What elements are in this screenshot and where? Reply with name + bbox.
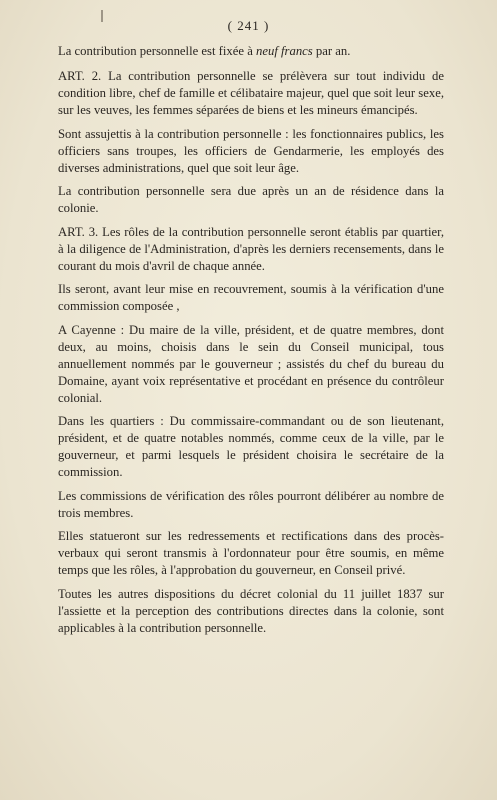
text-segment: Elles statueront sur les redressements et rectifications dans des procès-verbaux qui seront transmis à l'ordonnateur pour être soumis, en même temps que les rôles, à l'approbation du gouverneur, en Conseil privé. <box>58 529 444 577</box>
text-segment: A Cayenne : Du maire de la ville, président, et de quatre membres, dont deux, au moins, choisis dans le sein du Conseil municipal, tous annuellement nommés par le gouverneur ; assistés du chef du bureau du Domaine, ayant voix représentative et procédant en présence du contrôleur colonial. <box>58 322 444 405</box>
paragraph <box>58 322 444 407</box>
text-segment: Les commissions de vérification des rôles pourront délibérer au nombre de trois membres. <box>58 488 444 520</box>
paragraph <box>58 488 444 522</box>
paragraph <box>58 224 444 275</box>
text-segment: Toutes les autres dispositions du décret colonial du 11 juillet 1837 sur l'assiette et la perception des contributions directes dans la colonie, sont applicables à la contribution personnelle. <box>58 586 444 635</box>
paragraph <box>58 586 444 637</box>
text-segment: Les rôles de la contribution personnelle seront établis par quartier, à la diligence de l'Administration, d'après les derniers recensements, dans le courant du mois d'avril de chaque année. <box>58 224 444 273</box>
text-segment: par an. <box>312 44 351 58</box>
paragraph <box>58 183 444 217</box>
paragraph-first <box>58 43 444 60</box>
text-segment: Ils seront, avant leur mise en recouvrement, soumis à la vérification d'une commission composée , <box>58 282 444 313</box>
paragraph <box>58 126 444 177</box>
paragraph <box>58 68 444 119</box>
italic-text: neuf francs <box>256 44 313 58</box>
text-segment: La contribution personnelle se prélèvera sur tout individu de condition libre, chef de famille et célibataire majeur, quel que soit leur sexe, sur les veuves, les femmes séparées de biens et les mineurs émancipés. <box>58 69 445 117</box>
text-segment: La contribution personnelle sera due après un an de résidence dans la colonie. <box>58 184 444 215</box>
page-number: ( 241 ) <box>227 18 270 33</box>
paragraph <box>58 281 444 315</box>
text-segment: Sont assujettis à la contribution personnelle : les fonctionnaires publics, les officiers sans troupes, les officiers de Gendarmerie, les employés des diverses administrations, quel que soit leur âge. <box>58 126 444 175</box>
text-segment: ART. 3. <box>58 224 103 239</box>
text-segment: Dans les quartiers : Du commissaire-commandant ou de son lieutenant, président, et de quatre notables nommés, comme ceux de la ville, par le gouverneur, et parmi lesquels le président choisira le secrétaire de la commission. <box>58 414 444 479</box>
body-text <box>58 43 444 643</box>
text-segment: ART. 2. <box>58 69 109 83</box>
text-segment: La contribution personnelle est fixée à <box>58 44 256 58</box>
paragraph <box>58 528 444 579</box>
paragraph <box>58 413 444 481</box>
